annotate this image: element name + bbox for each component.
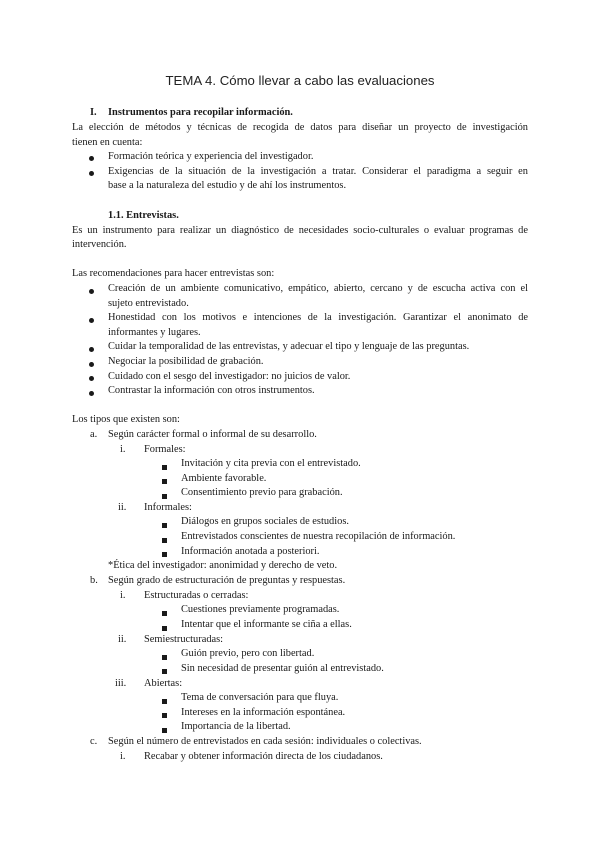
- list-item: Estructuradas o cerradas:: [144, 590, 249, 601]
- bullet-icon: [89, 285, 94, 300]
- list-item: Importancia de la libertad.: [181, 721, 291, 732]
- list-item: Información anotada a posteriori.: [181, 546, 320, 557]
- subsection-heading: 1.1. Entrevistas.: [108, 210, 179, 221]
- list-item: Intereses en la información espontánea.: [181, 707, 346, 718]
- section-heading: Instrumentos para recopilar información.: [108, 107, 293, 118]
- list-item: Recabar y obtener información directa de los ciudadanos.: [144, 751, 383, 762]
- list-item: Formales:: [144, 444, 186, 455]
- list-item: Abiertas:: [144, 678, 183, 689]
- list-marker: c.: [90, 736, 98, 747]
- list-item: Entrevistados conscientes de nuestra recopilación de información.: [181, 531, 456, 542]
- list-item: Intentar que el informante se ciña a ellas.: [181, 619, 352, 630]
- list-marker: i.: [120, 444, 126, 455]
- bullet-icon: [89, 167, 94, 182]
- square-bullet-icon: [162, 607, 167, 622]
- section-number: I.: [90, 107, 97, 118]
- list-item: base a la naturaleza del estudio y de ahí los instrumentos.: [108, 180, 347, 191]
- list-item: Según grado de estructuración de preguntas y respuestas.: [108, 575, 346, 586]
- list-marker: i.: [120, 751, 126, 762]
- list-item: Según carácter formal o informal de su desarrollo.: [108, 429, 317, 440]
- list-item: Según el número de entrevistados en cada sesión: individuales o colectivas.: [108, 736, 422, 747]
- list-item: Ambiente favorable.: [181, 473, 267, 484]
- list-item: Creación de un ambiente comunicativo, empático, abierto, cercano y de escucha activa con el: [108, 283, 528, 294]
- list-item: Consentimiento previo para grabación.: [181, 487, 343, 498]
- note: *Ética del investigador: anonimidad y derecho de veto.: [108, 560, 338, 571]
- paragraph-line: Las recomendaciones para hacer entrevistas son:: [72, 268, 275, 279]
- bullet-icon: [89, 372, 94, 387]
- list-marker: ii.: [118, 502, 127, 513]
- list-item: informantes y lugares.: [108, 327, 201, 338]
- list-marker: ii.: [118, 634, 127, 645]
- bullet-icon: [89, 343, 94, 358]
- bullet-icon: [89, 358, 94, 373]
- list-item: Negociar la posibilidad de grabación.: [108, 356, 264, 367]
- paragraph-line: Los tipos que existen son:: [72, 414, 180, 425]
- page-title: TEMA 4. Cómo llevar a cabo las evaluaciones: [165, 73, 435, 88]
- bullet-icon: [89, 387, 94, 402]
- square-bullet-icon: [162, 475, 167, 490]
- list-marker: a.: [90, 429, 98, 440]
- list-item: Informales:: [144, 502, 192, 513]
- list-item: Cuidado con el sesgo del investigador: no juicios de valor.: [108, 371, 351, 382]
- list-item: Guión previo, pero con libertad.: [181, 648, 315, 659]
- list-item: Sin necesidad de presentar guión al entrevistado.: [181, 663, 384, 674]
- list-item: Formación teórica y experiencia del investigador.: [108, 151, 314, 162]
- list-item: Diálogos en grupos sociales de estudios.: [181, 516, 349, 527]
- square-bullet-icon: [162, 461, 167, 476]
- list-item: Invitación y cita previa con el entrevistado.: [181, 458, 361, 469]
- square-bullet-icon: [162, 709, 167, 724]
- list-item: Cuestiones previamente programadas.: [181, 604, 340, 615]
- square-bullet-icon: [162, 695, 167, 710]
- square-bullet-icon: [162, 534, 167, 549]
- list-item: Honestidad con los motivos e intenciones de la investigación. Garantizar el anonimato de: [108, 312, 528, 323]
- bullet-icon: [89, 152, 94, 167]
- list-item: sujeto entrevistado.: [108, 298, 189, 309]
- list-item: Tema de conversación para que fluya.: [181, 692, 339, 703]
- list-item: Exigencias de la situación de la investigación a tratar. Considerar el paradigma a seguir en: [108, 166, 528, 177]
- list-item: Cuidar la temporalidad de las entrevistas, y adecuar el tipo y lenguaje de las preguntas.: [108, 341, 470, 352]
- list-item: Semiestructuradas:: [144, 634, 224, 645]
- intro-line: tienen en cuenta:: [72, 137, 143, 148]
- list-marker: iii.: [115, 678, 127, 689]
- list-marker: b.: [90, 575, 98, 586]
- bullet-icon: [89, 314, 94, 329]
- list-item: Contrastar la información con otros instrumentos.: [108, 385, 315, 396]
- paragraph-line: intervención.: [72, 239, 127, 250]
- paragraph-line: Es un instrumento para realizar un diagnóstico de necesidades socio-culturales o evaluar programas de: [72, 225, 528, 236]
- intro-line: La elección de métodos y técnicas de recogida de datos para diseñar un proyecto de investigación: [72, 122, 528, 133]
- square-bullet-icon: [162, 651, 167, 666]
- list-marker: i.: [120, 590, 126, 601]
- square-bullet-icon: [162, 519, 167, 534]
